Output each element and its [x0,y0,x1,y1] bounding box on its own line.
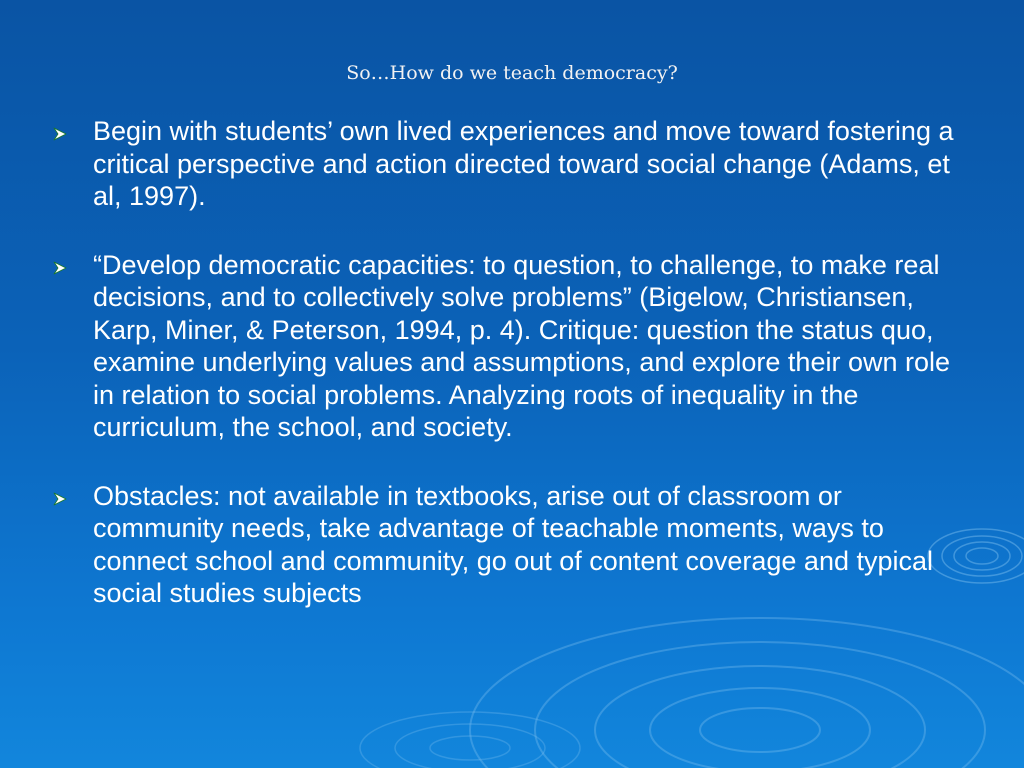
bullet-text: Obstacles: not available in textbooks, arise out of classroom or community needs, take advantage of teachable moments, ways to connect school and community, go out of content coverage and typical social studies subjects [93,480,934,608]
arrowhead-bullet-icon [53,492,67,506]
bullet-list [52,115,972,610]
bullet-item [52,249,972,444]
bullet-item [52,115,972,213]
ripple-ring [650,688,870,768]
ripple-ring [470,618,1024,768]
bullet-item [52,480,972,610]
bullet-text: Begin with students’ own lived experiences and move toward fostering a critical perspective and action directed toward social change (Adams, et al, 1997). [93,116,954,211]
slide-title: So…How do we teach democracy? [346,62,678,84]
ripple-ring [700,708,820,752]
ripple-ring [430,736,510,760]
arrowhead-bullet-icon [53,261,67,275]
bullet-text: “Develop democratic capacities: to question, to challenge, to make real decisions, and to collectively solve problems” (Bigelow, Christiansen, Karp, Miner, & Peterson, 1994, p. 4). Critique: question the status quo, examine underlying values and assumptions, and explore their own role in relation to social problems. Analyzing roots of inequality in the curriculum, the school, and society. [93,249,950,442]
arrowhead-bullet-icon [53,127,67,141]
